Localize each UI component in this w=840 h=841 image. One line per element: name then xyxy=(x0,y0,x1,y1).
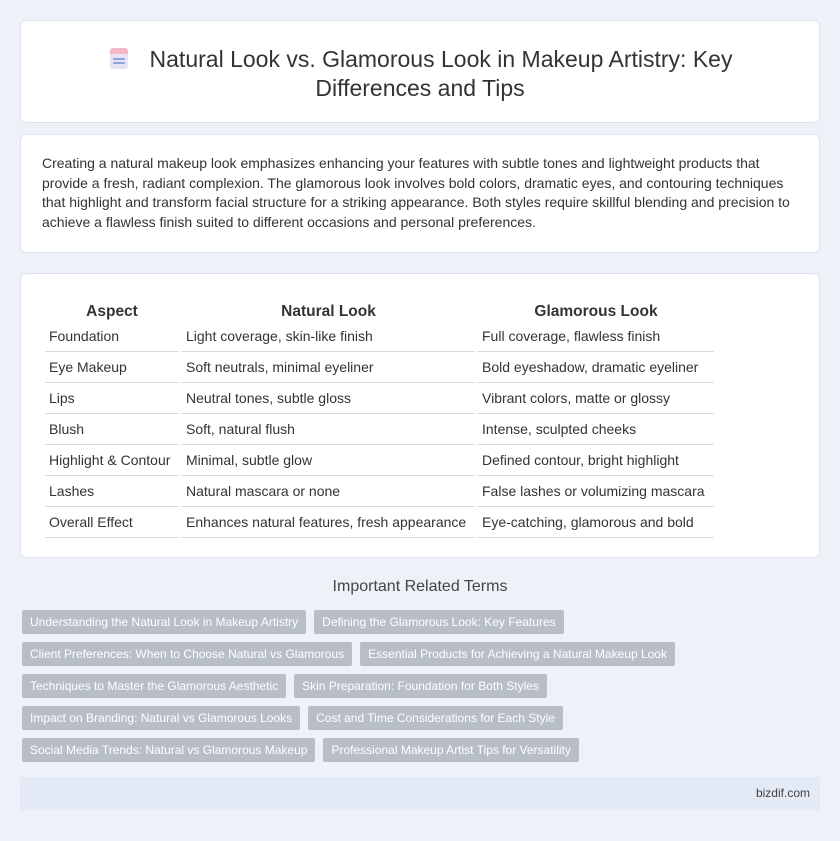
table-cell: Neutral tones, subtle gloss xyxy=(182,383,475,414)
table-cell: Defined contour, bright highlight xyxy=(478,445,714,476)
table-cell: Overall Effect xyxy=(45,507,179,538)
table-cell: Light coverage, skin-like finish xyxy=(182,321,475,352)
table-row xyxy=(45,383,714,414)
table-cell: Bold eyeshadow, dramatic eyeliner xyxy=(478,352,714,383)
page-title: Natural Look vs. Glamorous Look in Makeup Artistry: Key Differences and Tips xyxy=(21,45,819,103)
intro-paragraph: Creating a natural makeup look emphasizes enhancing your features with subtle tones and lightweight products that provide a fresh, radiant complexion. The glamorous look involves bold colors, dramatic eyes, and contouring techniques that highlight and transform facial structure for a striking appearance. Both styles require skillful blending and precision to achieve a flawless finish suited to different occasions and personal preferences. xyxy=(42,155,790,230)
tag-row xyxy=(22,642,802,666)
table-row xyxy=(45,321,714,352)
table-cell: Lashes xyxy=(45,476,179,507)
related-term-tag[interactable]: Skin Preparation: Foundation for Both Styles xyxy=(294,674,547,698)
table-row xyxy=(45,414,714,445)
table-cell: Minimal, subtle glow xyxy=(182,445,475,476)
intro-card xyxy=(20,134,820,253)
table-cell: Soft, natural flush xyxy=(182,414,475,445)
table-row xyxy=(45,445,714,476)
table-cell: Eye Makeup xyxy=(45,352,179,383)
related-term-tag[interactable]: Understanding the Natural Look in Makeup Artistry xyxy=(22,610,306,634)
table-cell: Natural mascara or none xyxy=(182,476,475,507)
related-term-tag[interactable]: Defining the Glamorous Look: Key Features xyxy=(314,610,563,634)
tag-row xyxy=(22,738,802,762)
table-header-row xyxy=(45,297,714,321)
related-term-tag[interactable]: Client Preferences: When to Choose Natural vs Glamorous xyxy=(22,642,352,666)
related-term-tag[interactable]: Professional Makeup Artist Tips for Versatility xyxy=(323,738,578,762)
tag-row xyxy=(22,706,802,730)
comparison-table xyxy=(42,297,717,538)
table-cell: Foundation xyxy=(45,321,179,352)
table-cell: Blush xyxy=(45,414,179,445)
site-name: bizdif.com xyxy=(755,786,810,800)
related-term-tag[interactable]: Impact on Branding: Natural vs Glamorous Looks xyxy=(22,706,300,730)
table-row xyxy=(45,507,714,538)
related-terms-list xyxy=(22,610,802,770)
column-header: Aspect xyxy=(86,303,138,320)
table-cell: Vibrant colors, matte or glossy xyxy=(478,383,714,414)
title-card xyxy=(20,20,820,123)
related-term-tag[interactable]: Social Media Trends: Natural vs Glamorous Makeup xyxy=(22,738,315,762)
table-row xyxy=(45,352,714,383)
table-cell: Lips xyxy=(45,383,179,414)
table-cell: Eye-catching, glamorous and bold xyxy=(478,507,714,538)
related-term-tag[interactable]: Essential Products for Achieving a Natural Makeup Look xyxy=(360,642,675,666)
table-cell: Enhances natural features, fresh appearance xyxy=(182,507,475,538)
table-cell: Full coverage, flawless finish xyxy=(478,321,714,352)
tag-row xyxy=(22,674,802,698)
related-term-tag[interactable]: Cost and Time Considerations for Each Style xyxy=(308,706,563,730)
document-icon xyxy=(108,48,130,70)
table-cell: Intense, sculpted cheeks xyxy=(478,414,714,445)
table-cell: Soft neutrals, minimal eyeliner xyxy=(182,352,475,383)
tag-row xyxy=(22,610,802,634)
column-header: Glamorous Look xyxy=(534,303,658,320)
table-cell: Highlight & Contour xyxy=(45,445,179,476)
related-terms-title: Important Related Terms xyxy=(332,578,508,595)
comparison-card xyxy=(20,273,820,558)
column-header: Natural Look xyxy=(281,303,376,320)
table-cell: False lashes or volumizing mascara xyxy=(478,476,714,507)
footer xyxy=(20,777,820,810)
related-term-tag[interactable]: Techniques to Master the Glamorous Aesthetic xyxy=(22,674,286,698)
table-row xyxy=(45,476,714,507)
